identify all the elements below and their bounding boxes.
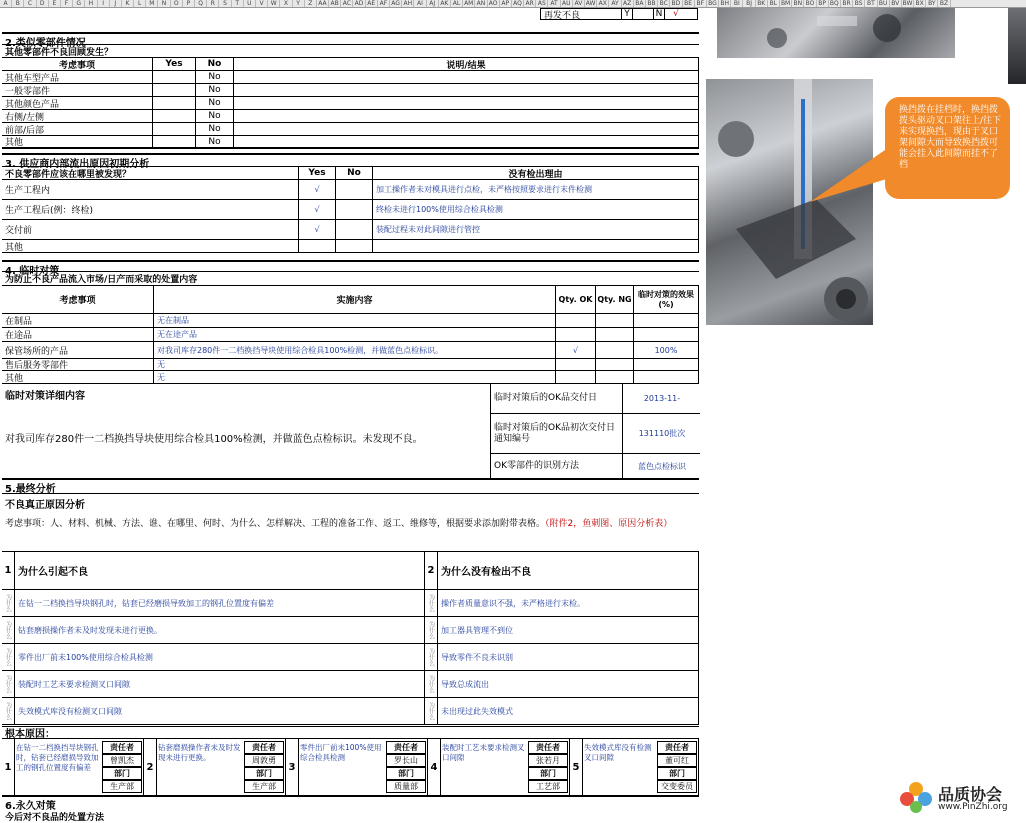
- root-cause-box: [286, 739, 428, 795]
- s2-row-yes: [153, 97, 196, 109]
- s4-row-ng: [596, 371, 634, 383]
- s2-row-item: 前部/后部: [2, 123, 153, 135]
- column-letter: AS: [536, 0, 548, 7]
- s4-row-content: 无在途产品: [154, 328, 556, 341]
- root-resp-label: 责任者: [528, 741, 568, 754]
- s4-header-effect: 临时对策的效果(%): [634, 286, 699, 313]
- gear-detail-image: [717, 8, 955, 58]
- why-row: [2, 590, 699, 617]
- root-resp-label: 责任者: [657, 741, 697, 754]
- column-letter: Z: [305, 0, 317, 7]
- s5-note-red: （附件2，鱼刺图、原因分析表）: [545, 519, 673, 529]
- column-letter: AU: [561, 0, 573, 7]
- root-person: 周敦勇: [244, 754, 284, 767]
- column-letter: AH: [402, 0, 414, 7]
- logo-url: www.PinZhi.org: [938, 802, 1008, 812]
- column-letter: H: [85, 0, 97, 7]
- column-letter: N: [158, 0, 170, 7]
- column-letter: BY: [926, 0, 938, 7]
- s4-detail-text: 对我司库存280件一二档换挡导块使用综合检具100%检测，并做蓝色点检标识。未发现不良。: [5, 434, 423, 445]
- column-letter: BK: [756, 0, 768, 7]
- column-letter: BH: [719, 0, 731, 7]
- column-letter: U: [244, 0, 256, 7]
- column-letter: BN: [792, 0, 804, 7]
- s3-row-no: [336, 220, 373, 239]
- s3-row-no: [336, 240, 373, 252]
- s4-side-label: OK零部件的识别方法: [494, 460, 579, 471]
- s2-header-row: [2, 58, 699, 71]
- column-letter: X: [280, 0, 292, 7]
- s3-row: [2, 200, 699, 220]
- root-person: 董可红: [657, 754, 697, 767]
- column-letter: BM: [780, 0, 791, 7]
- s2-row: [2, 110, 699, 123]
- root-dept: 生产部: [102, 780, 142, 793]
- s4-row-effect: [634, 371, 699, 383]
- why-occur-title: 为什么引起不良: [15, 552, 425, 589]
- s3-row: [2, 180, 699, 200]
- s4-side-value: 2013-11-: [622, 384, 701, 413]
- column-letter: AL: [451, 0, 463, 7]
- column-letter: AG: [390, 0, 402, 7]
- column-letter: AB: [329, 0, 341, 7]
- column-letter: AK: [439, 0, 451, 7]
- logo-name: 品质协会: [938, 785, 1003, 804]
- why-occur-text: 失效模式库没有检测叉口间隙: [15, 698, 425, 724]
- s3-row-reason: 装配过程未对此间隙进行管控: [373, 220, 699, 239]
- recurrence-y: Y: [621, 9, 633, 19]
- why-label: 为什么: [2, 644, 15, 670]
- column-letter: AT: [548, 0, 560, 7]
- s2-row-item: 一般零部件: [2, 84, 153, 96]
- root-cause-box: [428, 739, 570, 795]
- column-letter: AX: [597, 0, 609, 7]
- s3-row-item: 其他: [2, 240, 299, 252]
- s4-row-ok: [556, 328, 596, 341]
- s2-row: [2, 84, 699, 97]
- column-letter: AZ: [622, 0, 634, 7]
- root-no: 4: [428, 739, 441, 795]
- why-detect-title: 为什么没有检出不良: [438, 552, 699, 589]
- recurrence-n: N: [653, 9, 665, 19]
- column-letter: A: [0, 0, 12, 7]
- root-title: 根本原因：: [5, 729, 55, 738]
- root-person: 张若月: [528, 754, 568, 767]
- s4-title: 4. 临时对策: [5, 266, 60, 277]
- why-label: 为什么: [425, 671, 438, 697]
- root-cause-box: [144, 739, 286, 795]
- s4-row: [2, 342, 699, 359]
- s2-row-yes: [153, 136, 196, 147]
- column-letter: L: [134, 0, 146, 7]
- s2-question: 其他零部件不良回顾发生？: [5, 47, 114, 57]
- s2-row-yes: [153, 110, 196, 122]
- s4-side-value: 蓝色点检标识: [622, 454, 701, 478]
- column-letter: BW: [902, 0, 913, 7]
- column-letter: AQ: [512, 0, 524, 7]
- s3-row-reason: 加工操作者未对模具进行点检，未严格按照要求进行末件检测: [373, 180, 699, 199]
- s2-row-yes: [153, 71, 196, 83]
- s2-title-row: [2, 32, 699, 49]
- s4-row: [2, 314, 699, 328]
- recurrence-check: √: [673, 9, 679, 19]
- root-dept: 交变委员: [657, 780, 697, 793]
- column-letter: I: [98, 0, 110, 7]
- column-letter: BA: [634, 0, 646, 7]
- why-row: [2, 671, 699, 698]
- why-label: 为什么: [2, 698, 15, 724]
- why-label: 为什么: [2, 671, 15, 697]
- s2-row-item: 其他颜色产品: [2, 97, 153, 109]
- why-occur-text: 钻套磨损操作者未及时发现未进行更换。: [15, 617, 425, 643]
- s2-header-result: 说明/结果: [234, 58, 699, 70]
- s3-title: 3. 供应商内部流出原因初期分析: [5, 159, 150, 170]
- s3-row-reason: [373, 240, 699, 252]
- s5-title: 5.最终分析: [5, 484, 56, 495]
- root-dept-label: 部门: [657, 767, 697, 780]
- column-letter: BB: [646, 0, 658, 7]
- root-dept: 工艺部: [528, 780, 568, 793]
- column-letter: BJ: [743, 0, 755, 7]
- s4-row-content: 无: [154, 371, 556, 383]
- why-detect-text: 加工器具管理不到位: [438, 617, 699, 643]
- column-letter: AN: [475, 0, 487, 7]
- s3-row-yes: √: [299, 220, 336, 239]
- s3-row: [2, 220, 699, 240]
- s2-row-item: 其他车型产品: [2, 71, 153, 83]
- s2-row-result: [234, 123, 699, 135]
- s3-row: [2, 240, 699, 253]
- root-dept: 质量部: [386, 780, 426, 793]
- s4-detail-block: [2, 384, 699, 480]
- s4-side-label: 临时对策后的OK品交付日: [494, 393, 597, 403]
- column-letter: BF: [695, 0, 707, 7]
- root-resp-label: 责任者: [244, 741, 284, 754]
- s2-row-result: [234, 110, 699, 122]
- column-letter: AY: [609, 0, 621, 7]
- s4-side-label: 临时对策后的OK品初次交付日通知编号: [494, 422, 615, 444]
- s4-row-ok: √: [556, 342, 596, 358]
- column-letter: AC: [341, 0, 353, 7]
- column-letter: Q: [195, 0, 207, 7]
- s2-row-no: No: [196, 110, 234, 122]
- column-letter: W: [268, 0, 280, 7]
- s4-row-item: 其他: [2, 371, 154, 383]
- s3-row-item: 生产工程后(例：终检): [2, 200, 299, 219]
- column-letter: AJ: [427, 0, 439, 7]
- photo-top-part: [717, 8, 955, 58]
- root-no: 1: [2, 739, 15, 795]
- s2-row-no: No: [196, 123, 234, 135]
- s2-row-yes: [153, 84, 196, 96]
- root-cause-box: [570, 739, 699, 795]
- why-row: [2, 644, 699, 671]
- s2-header-item: 考虑事项: [2, 58, 153, 70]
- column-letter: F: [61, 0, 73, 7]
- s4-row-ok: [556, 371, 596, 383]
- s4-row: [2, 328, 699, 342]
- s3-row-yes: √: [299, 180, 336, 199]
- annotation-callout: 换挡拨在挂档时，换挡拨拨头驱动叉口架往上/往下来实现换挡，现由于叉口架间隙大而导致换挡拨可能会挂入此间隙而挂不了档: [885, 97, 1010, 199]
- column-letter: AO: [488, 0, 500, 7]
- s3-question: 不良零部件应该在哪里被发现？: [2, 167, 299, 179]
- s6-title-row: [2, 797, 699, 810]
- s4-row: [2, 371, 699, 384]
- column-letter: BL: [768, 0, 780, 7]
- s4-row-ok: [556, 314, 596, 327]
- column-letter: AI: [414, 0, 426, 7]
- s4-side-table: [490, 384, 700, 478]
- root-no: 3: [286, 739, 299, 795]
- s3-row-no: [336, 180, 373, 199]
- column-letter: BS: [853, 0, 865, 7]
- s2-row-no: No: [196, 136, 234, 147]
- column-letter: BD: [670, 0, 682, 7]
- s3-row-item: 交付前: [2, 220, 299, 239]
- root-text: 零件出厂前未100%使用综合检具检测: [300, 743, 382, 762]
- s2-title: 2.类似零部件情况: [5, 38, 86, 49]
- s4-row-content: 无: [154, 359, 556, 370]
- s3-row-no: [336, 200, 373, 219]
- s4-header-item: 考虑事项: [2, 286, 154, 313]
- photo-edge: [1008, 8, 1026, 84]
- flower-icon: [898, 780, 934, 814]
- s6-title: 6.永久对策: [5, 801, 56, 812]
- s5-title-row: [2, 480, 699, 494]
- root-person: 罗长山: [386, 754, 426, 767]
- s2-row-result: [234, 136, 699, 147]
- column-letter: V: [256, 0, 268, 7]
- s2-row-yes: [153, 123, 196, 135]
- s4-row-ok: [556, 359, 596, 370]
- s4-detail-title: 临时对策详细内容: [5, 391, 85, 402]
- s4-row-item: 在途品: [2, 328, 154, 341]
- s2-question-row: [2, 45, 699, 58]
- root-text: 失效模式库没有检测叉口间隙: [584, 743, 652, 762]
- s2-row: [2, 97, 699, 110]
- pinzhi-logo: [898, 780, 1026, 817]
- s4-row-content: 对我司库存280件一二档换挡导块使用综合检具100%检测，并做蓝色点检标识。: [154, 342, 556, 358]
- why-label: 为什么: [425, 698, 438, 724]
- column-letter: AP: [500, 0, 512, 7]
- s4-title-row: [2, 260, 699, 277]
- s2-row-no: No: [196, 71, 234, 83]
- s4-row-content: 无在制品: [154, 314, 556, 327]
- column-letter: BV: [890, 0, 902, 7]
- s4-header-ok: Qty. OK: [556, 286, 596, 313]
- s2-row-result: [234, 71, 699, 83]
- root-cause-box: [2, 739, 144, 795]
- s4-row-effect: [634, 359, 699, 370]
- why-occur-no: 1: [2, 552, 15, 589]
- column-letter: BU: [878, 0, 890, 7]
- s4-row-effect: [634, 328, 699, 341]
- s3-header-yes: Yes: [299, 167, 336, 179]
- s4-header-row: [2, 286, 699, 314]
- why-row: [2, 698, 699, 725]
- s4-side-row: [491, 454, 700, 478]
- s4-row-ng: [596, 328, 634, 341]
- column-letter: J: [110, 0, 122, 7]
- column-letter: BC: [658, 0, 670, 7]
- s4-row-item: 售后服务零部件: [2, 359, 154, 370]
- s3-header-no: No: [336, 167, 373, 179]
- column-letter: B: [12, 0, 24, 7]
- column-letter: BX: [914, 0, 926, 7]
- column-letter: G: [73, 0, 85, 7]
- column-letter: AM: [464, 0, 474, 7]
- s2-row-item: 右侧/左侧: [2, 110, 153, 122]
- column-letter: M: [146, 0, 158, 7]
- s4-subtitle-row: [2, 272, 699, 286]
- why-row: [2, 617, 699, 644]
- column-letter: D: [37, 0, 49, 7]
- column-letter: E: [49, 0, 61, 7]
- s5-why-header-row: [2, 552, 699, 590]
- column-letter: BI: [731, 0, 743, 7]
- root-cause-row: [2, 739, 699, 797]
- column-letter: P: [183, 0, 195, 7]
- s3-header-row: [2, 167, 699, 180]
- s4-row-ng: [596, 359, 634, 370]
- column-letter: S: [219, 0, 231, 7]
- column-letter: T: [232, 0, 244, 7]
- column-letter: AE: [366, 0, 378, 7]
- column-letter: BE: [683, 0, 695, 7]
- s3-header-reason: 没有检出理由: [373, 167, 699, 179]
- s2-row: [2, 71, 699, 84]
- s3-title-row: [2, 153, 699, 170]
- root-dept-label: 部门: [244, 767, 284, 780]
- s4-row-item: 保管场所的产品: [2, 342, 154, 358]
- column-letter: BP: [817, 0, 829, 7]
- root-resp-label: 责任者: [102, 741, 142, 754]
- root-person: 曾凯杰: [102, 754, 142, 767]
- s4-subtitle: 为防止不良产品流入市场/日产而采取的处置内容: [5, 275, 198, 285]
- recurrence-label: 再发不良: [544, 10, 581, 19]
- column-letter: BG: [707, 0, 719, 7]
- why-occur-text: 在钻一二档换挡导块钢孔时，钻套已经磨损导致加工的钢孔位置度有偏差: [15, 590, 425, 616]
- root-dept-label: 部门: [528, 767, 568, 780]
- why-detect-text: 未出现过此失效模式: [438, 698, 699, 724]
- column-letter: K: [122, 0, 134, 7]
- s4-row-effect: 100%: [634, 342, 699, 358]
- s5-note: 考虑事项：人、材料、机械、方法、谁、在哪里、何时、为什么、怎样解决、工程的准备工作、返工、维修等，根据要求添加附带表格。: [5, 519, 546, 529]
- root-no: 2: [144, 739, 157, 795]
- why-label: 为什么: [425, 617, 438, 643]
- column-letter: BR: [841, 0, 853, 7]
- root-no: 5: [570, 739, 583, 795]
- why-detect-text: 操作者质量意识不强，未严格进行末检。: [438, 590, 699, 616]
- s4-side-row: [491, 414, 700, 454]
- s4-row-ng: [596, 342, 634, 358]
- s6-subtitle: 今后对不良品的处置方法: [5, 813, 105, 823]
- column-letter: AW: [585, 0, 596, 7]
- column-letter: C: [24, 0, 36, 7]
- s4-side-row: [491, 384, 700, 414]
- s4-header-ng: Qty. NG: [596, 286, 634, 313]
- s2-header-no: No: [196, 58, 234, 70]
- s5-subtitle: 不良真正原因分析: [5, 500, 85, 511]
- s3-row-yes: [299, 240, 336, 252]
- why-detect-text: 导致零件不良未识别: [438, 644, 699, 670]
- column-letter: AR: [524, 0, 536, 7]
- s4-row-item: 在制品: [2, 314, 154, 327]
- why-label: 为什么: [425, 644, 438, 670]
- root-text: 在钻一二档换挡导块钢孔时，钻套已经磨损导致加工的钢孔位置度有偏差: [16, 743, 99, 772]
- s2-row-item: 其他: [2, 136, 153, 147]
- column-letter: BO: [804, 0, 816, 7]
- s2-row-no: No: [196, 84, 234, 96]
- column-letter: AF: [378, 0, 390, 7]
- s4-row: [2, 359, 699, 371]
- s4-header-content: 实施内容: [154, 286, 556, 313]
- why-label: 为什么: [2, 590, 15, 616]
- s2-row-no: No: [196, 97, 234, 109]
- s2-header-yes: Yes: [153, 58, 196, 70]
- s3-row-item: 生产工程内: [2, 180, 299, 199]
- root-resp-label: 责任者: [386, 741, 426, 754]
- why-label: 为什么: [425, 590, 438, 616]
- column-letter: BZ: [938, 0, 950, 7]
- s4-row-ng: [596, 314, 634, 327]
- why-detect-text: 导致总成流出: [438, 671, 699, 697]
- column-letter: BT: [865, 0, 877, 7]
- s2-row: [2, 123, 699, 136]
- root-text: 装配时工艺未要求检测叉口间隙: [442, 743, 525, 762]
- root-title-row: [2, 726, 699, 739]
- s5-note-block: [2, 494, 699, 552]
- s3-row-yes: √: [299, 200, 336, 219]
- why-occur-text: 装配时工艺未要求检测叉口间隙: [15, 671, 425, 697]
- root-dept: 生产部: [244, 780, 284, 793]
- column-letter: O: [171, 0, 183, 7]
- why-occur-text: 零件出厂前未100%使用综合检具检测: [15, 644, 425, 670]
- report-sheet: [2, 8, 699, 823]
- why-label: 为什么: [2, 617, 15, 643]
- column-letter: R: [207, 0, 219, 7]
- column-letter: AV: [573, 0, 585, 7]
- root-dept-label: 部门: [102, 767, 142, 780]
- column-letter: BQ: [829, 0, 841, 7]
- column-letter: AD: [353, 0, 365, 7]
- s2-row-result: [234, 97, 699, 109]
- s2-row-result: [234, 84, 699, 96]
- column-letter: Y: [293, 0, 305, 7]
- s3-row-reason: 终检未进行100%使用综合检具检测: [373, 200, 699, 219]
- column-header-strip: [0, 0, 1026, 8]
- root-text: 钻套磨损操作者未及时发现未进行更换。: [158, 743, 241, 762]
- column-letter: AA: [317, 0, 329, 7]
- s2-row: [2, 136, 699, 149]
- s4-side-value: 131110批次: [622, 414, 701, 453]
- root-dept-label: 部门: [386, 767, 426, 780]
- why-detect-no: 2: [425, 552, 438, 589]
- s4-row-effect: [634, 314, 699, 327]
